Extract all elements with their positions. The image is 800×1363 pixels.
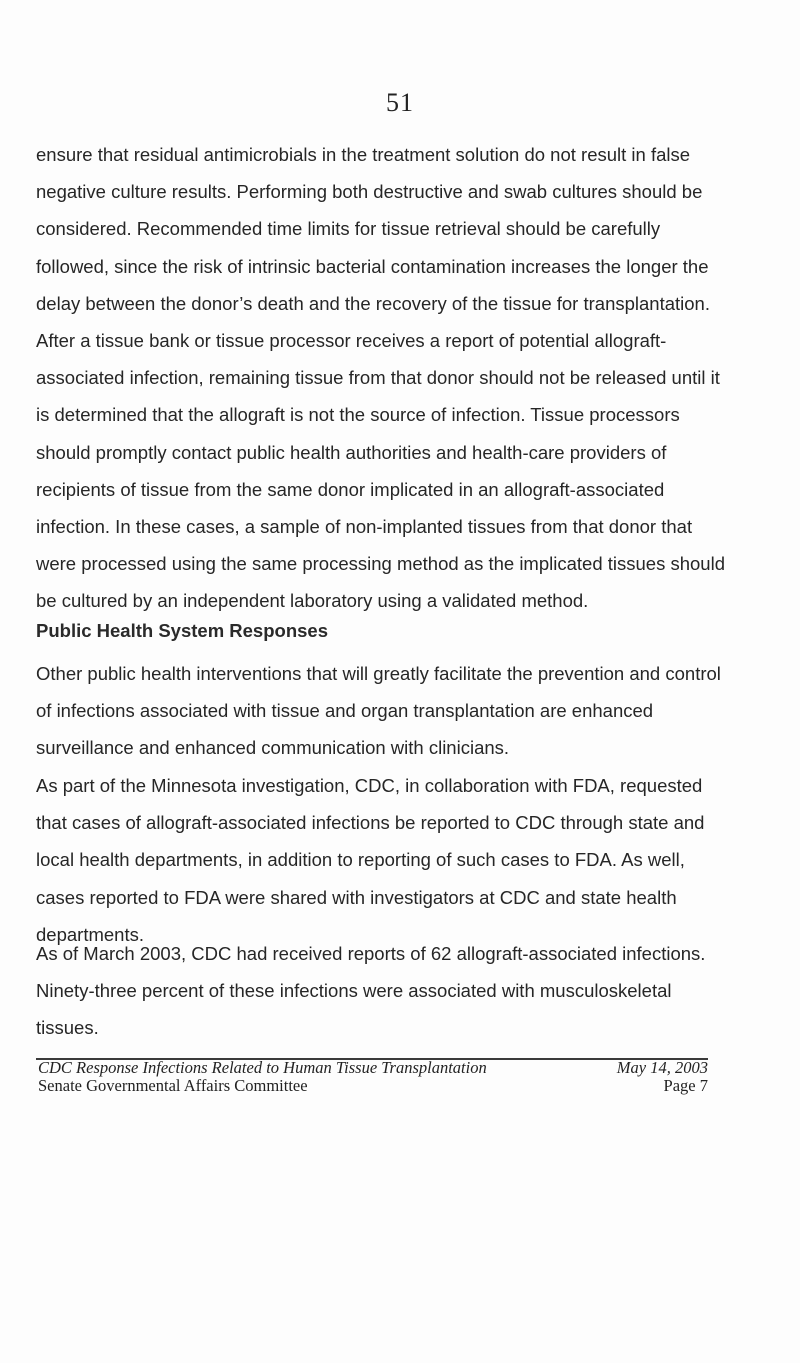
paragraph-antimicrobials: ensure that residual antimicrobials in the treatment solution do not result in false negative culture results. Performing both destructive and swab cultures should be considered. Recommended time limits for tissue retrieval should be carefully followed, since the risk of intrinsic bacterial contamination increases the longer the delay between the donor’s death and the recovery of the tissue for transplantation. After a tissue bank or tissue processor receives a report of potential allograft-associated infection, remaining tissue from that donor should not be released until it is determined that the allograft is not the source of infection. Tissue processors should promptly contact public health authorities and health-care providers of recipients of tissue from the same donor implicated in an allograft-associated infection. In these cases, a sample of non-implanted tissues from that donor that were processed using the same processing method as the implicated tissues should be cultured by an independent laboratory using a validated method.: [36, 144, 725, 612]
paragraph-minnesota-investigation: As part of the Minnesota investigation, CDC, in collaboration with FDA, requested that cases of allograft-associated infections be reported to CDC through state and local health departments, in addition to reporting of such cases to FDA. As well, cases reported to FDA were shared with investigators at CDC and state health departments.: [36, 775, 705, 945]
footer-document-title: CDC Response Infections Related to Human Tissue Transplantation: [38, 1058, 487, 1077]
section-heading: Public Health System Responses: [36, 620, 328, 641]
footer-date: May 14, 2003: [616, 1058, 708, 1077]
footer-page-label: Page 7: [663, 1076, 708, 1095]
footer-row-title: [38, 1059, 708, 1077]
footer-row-committee: [38, 1077, 708, 1095]
paragraph-reports-count: As of March 2003, CDC had received reports of 62 allograft-associated infections. Ninety-three percent of these infections were associated with musculoskeletal tissues.: [36, 943, 706, 1039]
paragraph-interventions: Other public health interventions that will greatly facilitate the prevention and control of infections associated with tissue and organ transplantation are enhanced surveillance and enhanced communication with clinicians.: [36, 663, 721, 759]
page-footer: [38, 1059, 708, 1095]
page-number: 51: [386, 88, 414, 117]
footer-committee: Senate Governmental Affairs Committee: [38, 1076, 308, 1095]
